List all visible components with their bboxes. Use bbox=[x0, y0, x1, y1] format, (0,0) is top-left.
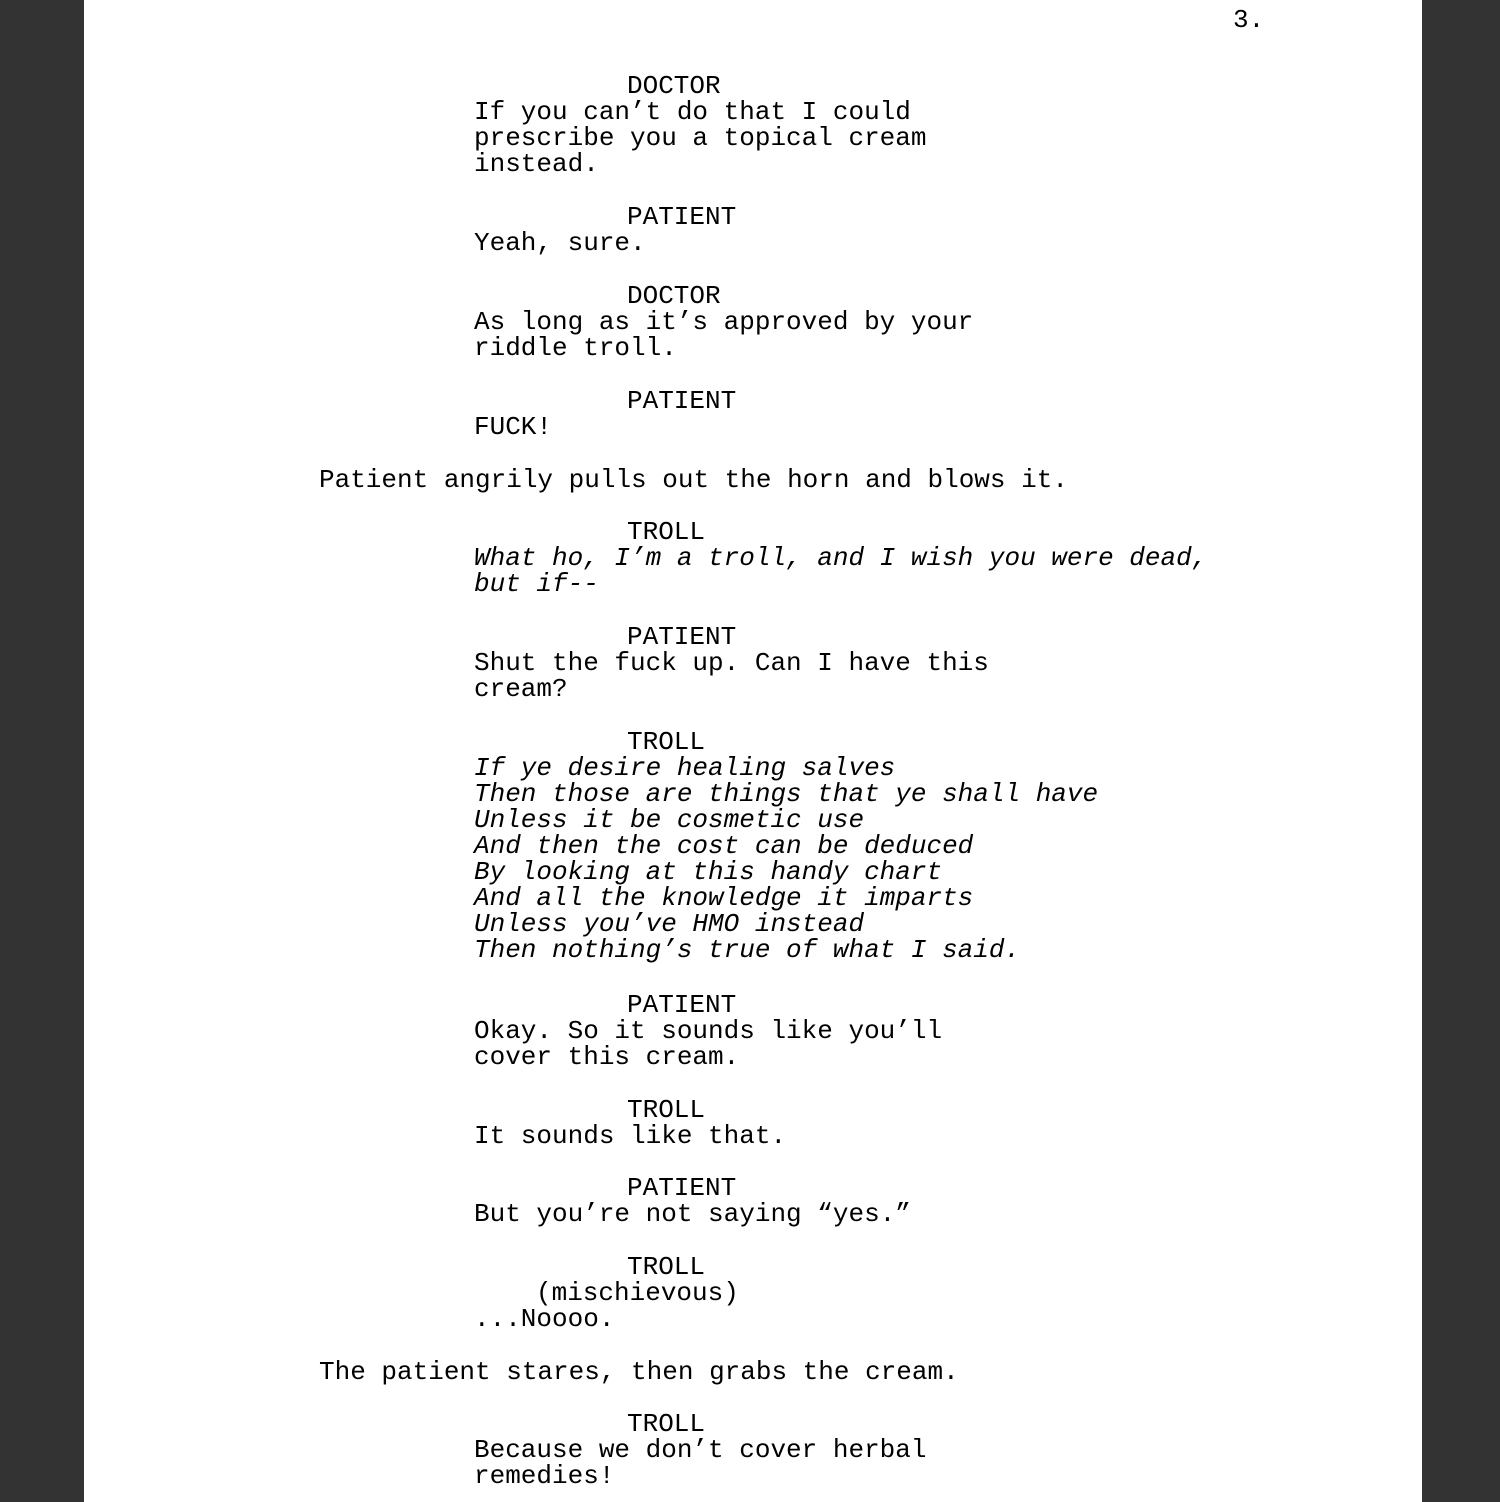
action-line: The patient stares, then grabs the cream. bbox=[319, 1357, 959, 1387]
page-number: 3. bbox=[1233, 5, 1265, 35]
dialogue-line: ...Noooo. bbox=[474, 1304, 615, 1334]
dialogue-line-italic: And then the cost can be deduced bbox=[474, 831, 974, 861]
dialogue-line: If you can’t do that I could bbox=[474, 97, 911, 127]
dialogue-line-italic: but if-- bbox=[474, 569, 599, 599]
dialogue-line: cover this cream. bbox=[474, 1042, 740, 1072]
character-name: DOCTOR bbox=[627, 281, 721, 311]
character-name: PATIENT bbox=[627, 622, 737, 652]
dialogue-line-italic: And all the knowledge it imparts bbox=[474, 883, 974, 913]
character-name: TROLL bbox=[627, 727, 706, 757]
character-name: TROLL bbox=[627, 1252, 706, 1282]
action-line: Patient angrily pulls out the horn and blows it. bbox=[319, 465, 1068, 495]
dialogue-line: instead. bbox=[474, 149, 599, 179]
dialogue-line: riddle troll. bbox=[474, 333, 677, 363]
dialogue-line-italic: What ho, I’m a troll, and I wish you were dead, bbox=[474, 543, 1208, 573]
dialogue-line: Yeah, sure. bbox=[474, 228, 646, 258]
character-name: PATIENT bbox=[627, 386, 737, 416]
dialogue-line: Because we don’t cover herbal bbox=[474, 1435, 927, 1465]
dialogue-line-italic: Unless it be cosmetic use bbox=[474, 805, 865, 835]
dialogue-line-italic: If ye desire healing salves bbox=[474, 753, 896, 783]
dialogue-line: cream? bbox=[474, 674, 568, 704]
dialogue-line: But you’re not saying “yes.” bbox=[474, 1199, 911, 1229]
dialogue-line: prescribe you a topical cream bbox=[474, 123, 927, 153]
dialogue-line: As long as it’s approved by your bbox=[474, 307, 974, 337]
character-name: DOCTOR bbox=[627, 71, 721, 101]
character-name: TROLL bbox=[627, 1409, 706, 1439]
character-name: PATIENT bbox=[627, 202, 737, 232]
character-name: TROLL bbox=[627, 1095, 706, 1125]
dialogue-line: remedies! bbox=[474, 1461, 615, 1491]
dialogue-line: It sounds like that. bbox=[474, 1121, 787, 1151]
dialogue-line-italic: By looking at this handy chart bbox=[474, 857, 943, 887]
dialogue-line-italic: Then those are things that ye shall have bbox=[474, 779, 1099, 809]
dialogue-line-italic: Unless you’ve HMO instead bbox=[474, 909, 865, 939]
parenthetical: (mischievous) bbox=[536, 1278, 739, 1308]
dialogue-line: FUCK! bbox=[474, 412, 553, 442]
character-name: PATIENT bbox=[627, 1173, 737, 1203]
dialogue-line-italic: Then nothing’s true of what I said. bbox=[474, 935, 1021, 965]
dialogue-line: Okay. So it sounds like you’ll bbox=[474, 1016, 943, 1046]
script-page bbox=[84, 0, 1422, 1502]
character-name: PATIENT bbox=[627, 990, 737, 1020]
dialogue-line: Shut the fuck up. Can I have this bbox=[474, 648, 989, 678]
character-name: TROLL bbox=[627, 517, 706, 547]
